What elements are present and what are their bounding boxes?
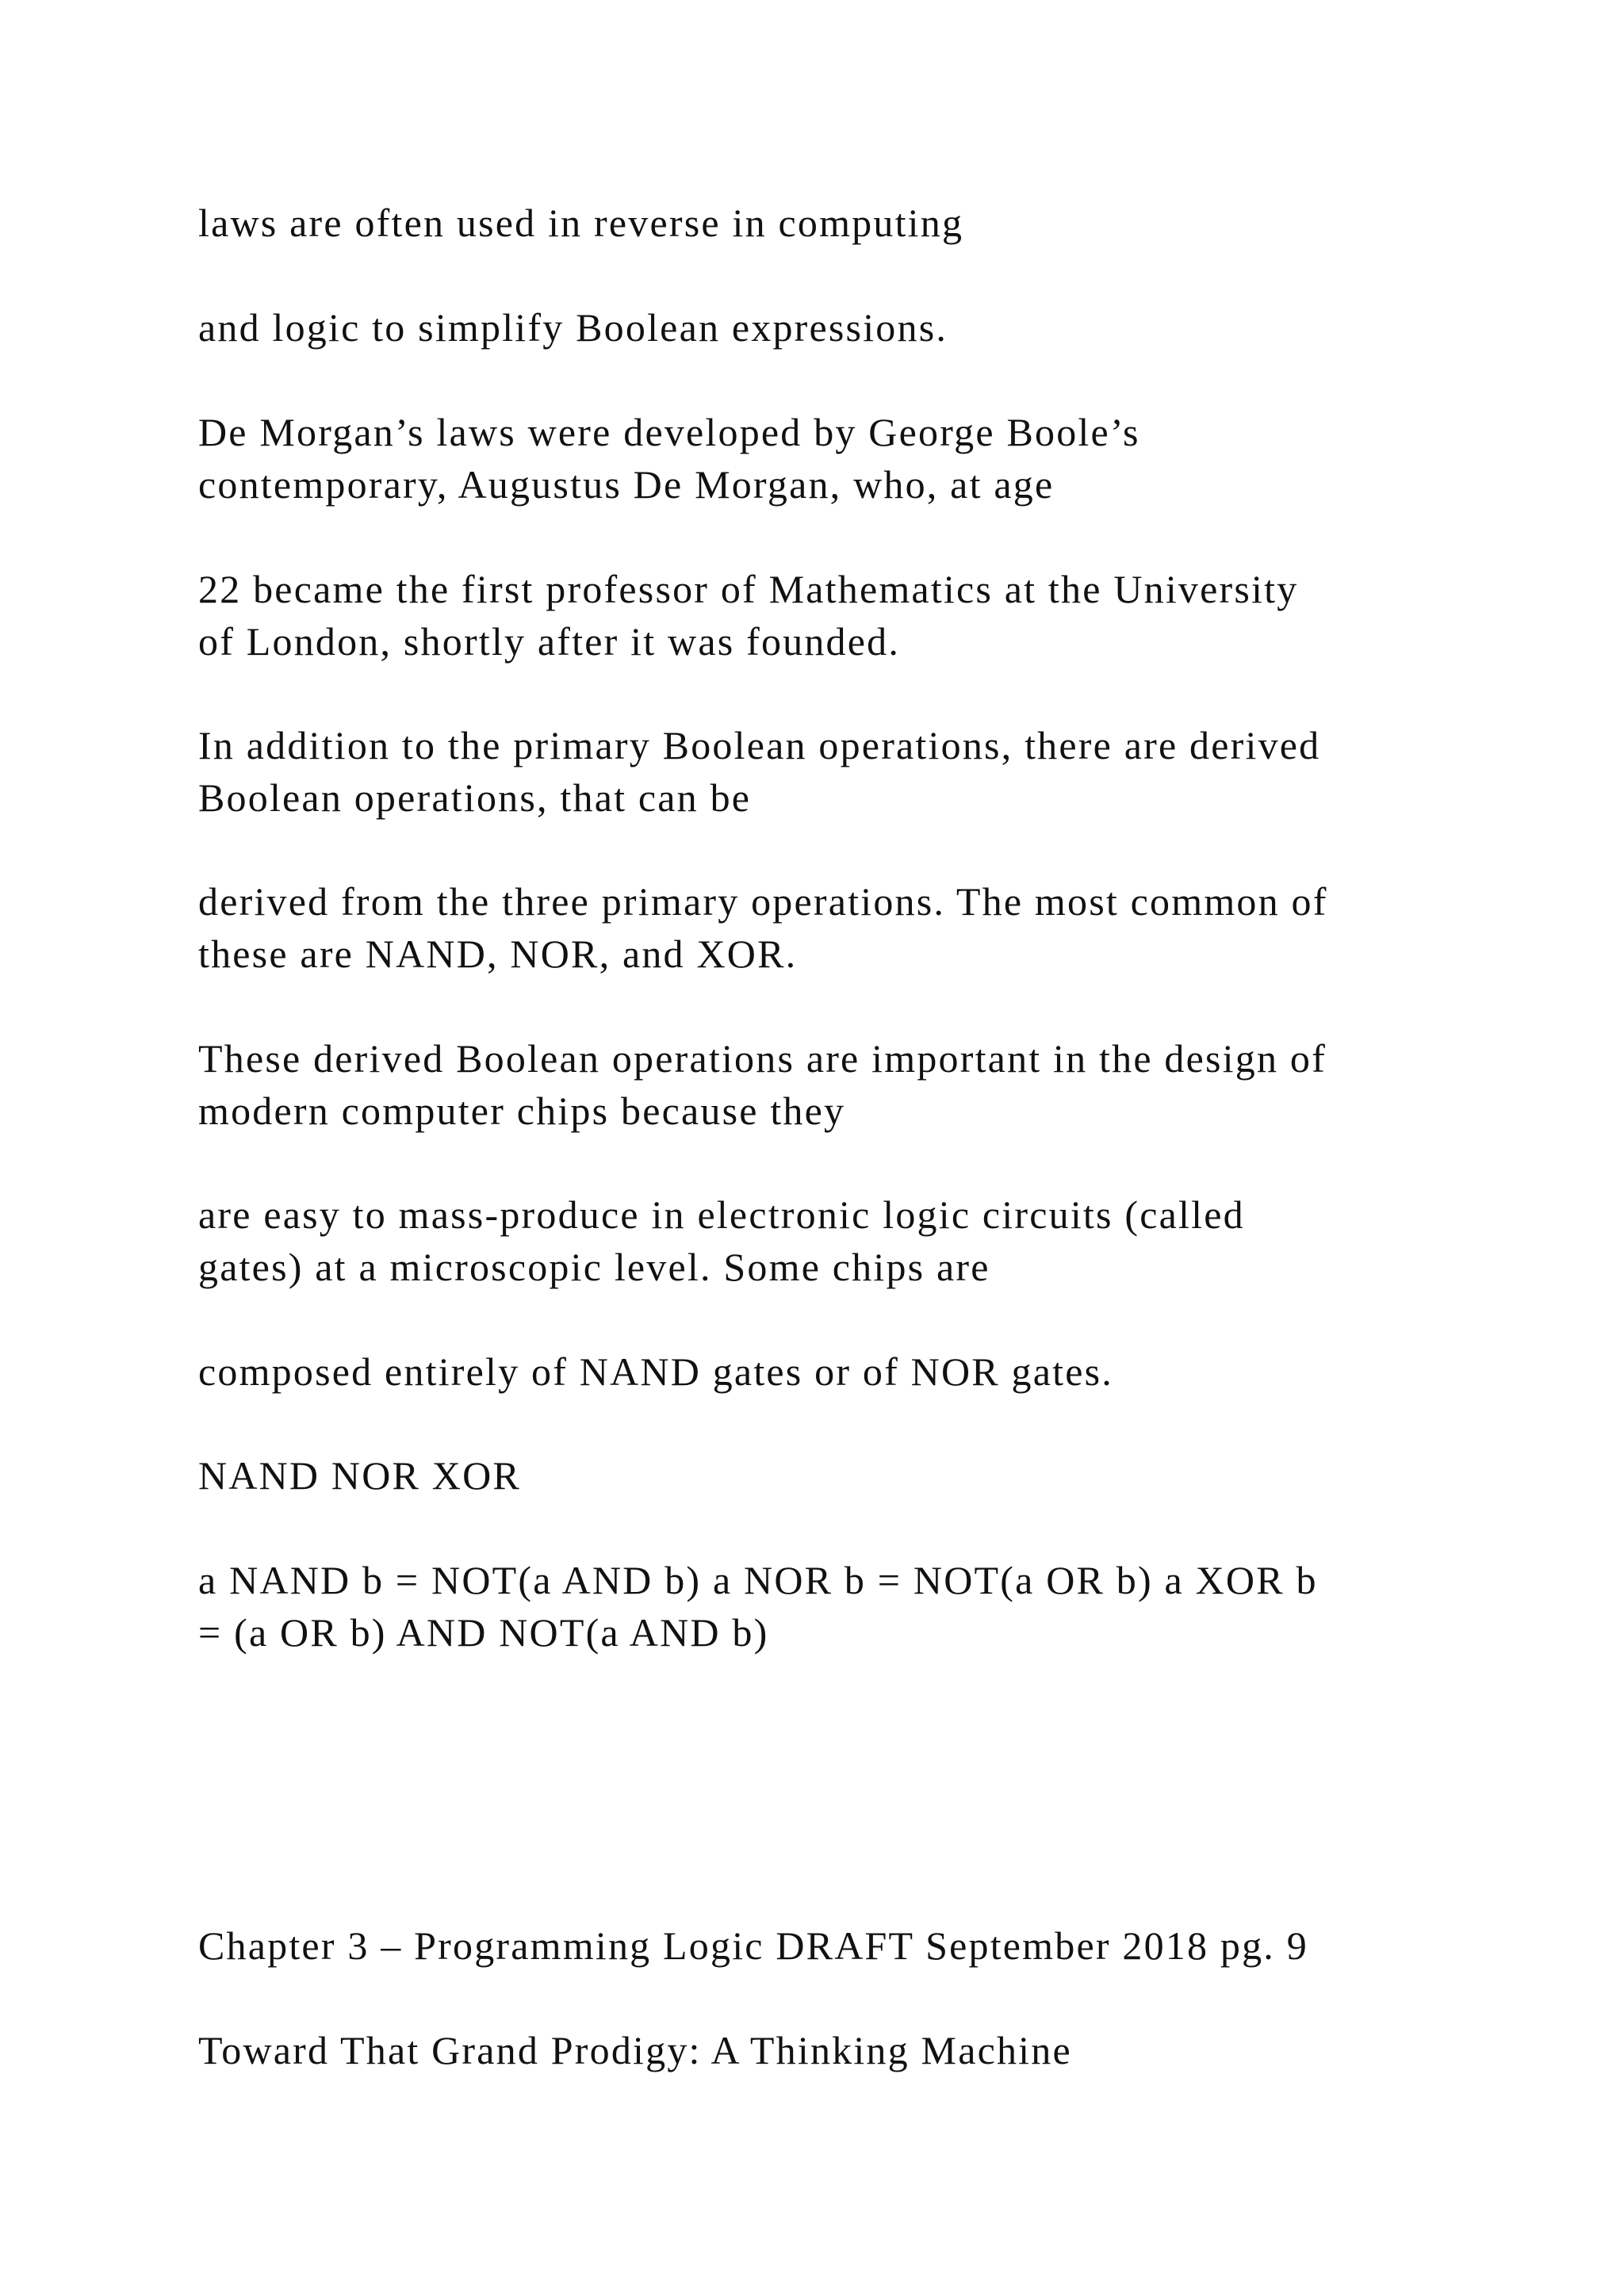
paragraph-chip-design (198, 1032, 1467, 1137)
paragraph-gate-definitions (198, 1554, 1467, 1659)
text-line: laws are often used in reverse in computing (198, 201, 964, 245)
book-title-footer (198, 2024, 1467, 2076)
paragraph-most-common (198, 875, 1467, 980)
paragraph-logic-gates (198, 1188, 1467, 1293)
text-line: 22 became the first professor of Mathematics at the University (198, 567, 1299, 611)
text-line: contemporary, Augustus De Morgan, who, at age (198, 462, 1055, 507)
paragraph-de-morgan-laws (198, 406, 1467, 511)
text-line: NAND NOR XOR (198, 1453, 521, 1498)
paragraph-derived-operations (198, 719, 1467, 824)
paragraph-professor-mathematics (198, 563, 1467, 668)
running-footer (198, 1919, 1467, 1972)
text-line: modern computer chips because they (198, 1089, 846, 1133)
paragraph-nand-nor-gates (198, 1345, 1467, 1398)
text-line: a NAND b = NOT(a AND b) a NOR b = NOT(a OR b) a XOR b (198, 1558, 1318, 1602)
book-title: Toward That Grand Prodigy: A Thinking Machine (198, 2028, 1072, 2072)
text-line: and logic to simplify Boolean expressions. (198, 305, 948, 350)
text-line: These derived Boolean operations are important in the design of (198, 1036, 1327, 1081)
paragraph-simplify-boolean (198, 301, 1467, 354)
text-line: of London, shortly after it was founded. (198, 619, 901, 664)
text-line: composed entirely of NAND gates or of NOR gates. (198, 1349, 1113, 1394)
paragraph-laws-reverse (198, 197, 1467, 249)
text-line: are easy to mass-produce in electronic logic circuits (called (198, 1192, 1245, 1237)
text-line: De Morgan’s laws were developed by George Boole’s (198, 410, 1140, 454)
text-line: = (a OR b) AND NOT(a AND b) (198, 1610, 769, 1655)
text-line: Boolean operations, that can be (198, 775, 752, 820)
text-line: In addition to the primary Boolean operations, there are derived (198, 723, 1321, 767)
chapter-page-label: Chapter 3 – Programming Logic DRAFT September 2018 pg. 9 (198, 1923, 1308, 1968)
text-line: these are NAND, NOR, and XOR. (198, 932, 798, 976)
text-line: derived from the three primary operations. The most common of (198, 879, 1328, 924)
paragraph-gate-names (198, 1449, 1467, 1502)
text-line: gates) at a microscopic level. Some chips are (198, 1245, 990, 1289)
